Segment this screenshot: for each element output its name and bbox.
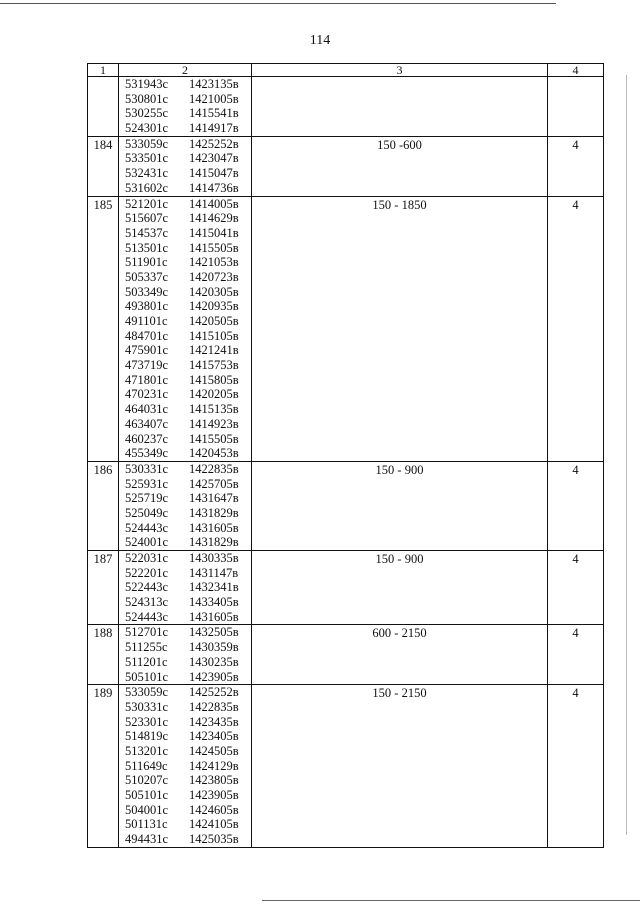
latitude: 515607с <box>125 211 169 226</box>
depth-range-cell <box>252 625 548 685</box>
latitude: 530801с <box>125 91 169 106</box>
longitude: 1425252в <box>189 685 239 700</box>
longitude: 1423905в <box>189 669 239 684</box>
coordinate-pair <box>119 402 251 417</box>
row-number-cell <box>88 77 119 137</box>
coordinate-pair <box>119 446 251 461</box>
coordinate-pair <box>119 773 251 788</box>
col4-cell <box>548 77 604 137</box>
coordinate-pair <box>119 181 251 196</box>
row-number-cell <box>88 551 119 625</box>
table-row <box>88 136 604 196</box>
longitude: 1421241в <box>189 343 239 358</box>
longitude: 1421053в <box>189 255 239 270</box>
col4-cell <box>548 551 604 625</box>
coordinate-pair <box>119 166 251 181</box>
row-number: 185 <box>93 197 113 212</box>
coordinate-pair <box>119 329 251 344</box>
row-number: 188 <box>93 626 113 641</box>
latitude: 513501с <box>125 240 169 255</box>
table-row <box>88 625 604 685</box>
coordinate-pair <box>119 77 251 92</box>
coordinate-pair <box>119 610 251 625</box>
coordinate-pair <box>119 477 251 492</box>
row-number-cell <box>88 461 119 550</box>
latitude: 532431с <box>125 166 169 181</box>
depth-range: 150 - 1850 <box>372 197 427 212</box>
page-number: 114 <box>309 33 331 48</box>
latitude: 530331с <box>125 461 169 476</box>
coordinate-pair <box>119 241 251 256</box>
coordinate-pair <box>119 655 251 670</box>
longitude: 1415541в <box>189 106 239 121</box>
coordinate-pair <box>119 255 251 270</box>
longitude: 1415805в <box>189 372 239 387</box>
latitude: 491101с <box>125 314 168 328</box>
longitude: 1432341в <box>189 580 239 595</box>
table-row <box>88 196 604 461</box>
coordinate-pair <box>119 670 251 685</box>
latitude: 470231с <box>125 387 169 402</box>
longitude: 1430235в <box>189 654 239 669</box>
coordinate-pair <box>119 151 251 166</box>
coordinates-table <box>87 63 604 848</box>
latitude: 531943с <box>125 77 169 91</box>
longitude: 1415105в <box>189 328 239 343</box>
latitude: 533059с <box>125 685 169 700</box>
latitude: 525049с <box>125 505 169 520</box>
longitude: 1424105в <box>189 817 239 832</box>
col4-cell <box>548 196 604 461</box>
table-row <box>88 685 604 848</box>
col4-value <box>548 77 603 78</box>
longitude: 1423135в <box>189 77 239 91</box>
coordinate-pair <box>119 358 251 373</box>
depth-range: 150 - 900 <box>375 462 424 477</box>
coordinate-pair <box>119 535 251 550</box>
latitude: 521201с <box>125 196 169 211</box>
latitude: 460237с <box>125 431 169 446</box>
row-number: 187 <box>93 552 113 566</box>
coordinate-pair <box>119 580 251 595</box>
coordinates-cell <box>119 551 252 625</box>
longitude: 1415135в <box>189 402 239 417</box>
latitude: 524301с <box>125 121 169 136</box>
latitude: 511255с <box>125 640 168 655</box>
latitude: 473719с <box>125 358 169 373</box>
col4-cell <box>548 136 604 196</box>
coordinate-pair <box>119 832 251 847</box>
latitude: 533059с <box>125 136 169 151</box>
col4-cell <box>548 461 604 550</box>
depth-range: 150 - 900 <box>375 552 424 566</box>
longitude: 1414629в <box>189 211 239 226</box>
longitude: 1423805в <box>189 773 239 788</box>
longitude: 1420453в <box>189 446 239 461</box>
latitude: 464031с <box>125 402 169 417</box>
row-number-cell <box>88 136 119 196</box>
coordinate-pair <box>119 803 251 818</box>
coordinate-pair <box>119 759 251 774</box>
longitude: 1420305в <box>189 284 239 299</box>
coordinate-pair <box>119 314 251 329</box>
longitude: 1415505в <box>189 240 239 255</box>
coordinate-pair <box>119 121 251 136</box>
latitude: 523301с <box>125 714 169 729</box>
latitude: 522443с <box>125 580 169 595</box>
header-row <box>88 64 604 77</box>
coordinate-pair <box>119 373 251 388</box>
depth-range-cell <box>252 77 548 137</box>
latitude: 510207с <box>125 773 169 788</box>
longitude: 1423905в <box>189 788 239 802</box>
depth-range-cell <box>252 136 548 196</box>
col4-value: 4 <box>572 552 579 566</box>
latitude: 524313с <box>125 595 169 610</box>
table-row <box>88 77 604 137</box>
coordinate-pair <box>119 432 251 447</box>
longitude: 1431605в <box>189 609 239 624</box>
longitude: 1424605в <box>189 802 239 817</box>
scan-right-edge <box>626 75 627 835</box>
table-row <box>88 461 604 550</box>
longitude: 1425252в <box>189 136 239 151</box>
latitude: 475901с <box>125 343 169 358</box>
coordinate-pair <box>119 387 251 402</box>
longitude: 1424505в <box>189 743 239 758</box>
latitude: 505101с <box>125 788 169 802</box>
longitude: 1431829в <box>189 505 239 520</box>
row-number: 189 <box>93 686 113 701</box>
latitude: 471801с <box>125 372 169 387</box>
longitude: 1423405в <box>189 729 239 744</box>
latitude: 531602с <box>125 180 169 195</box>
depth-range-cell <box>252 551 548 625</box>
latitude: 504001с <box>125 802 169 817</box>
latitude: 514537с <box>125 225 169 240</box>
latitude: 514819с <box>125 729 169 744</box>
scan-top-edge <box>0 3 556 4</box>
latitude: 511901с <box>125 255 168 270</box>
coordinate-pair <box>119 506 251 521</box>
longitude: 1431605в <box>189 520 239 535</box>
depth-range-cell <box>252 461 548 550</box>
latitude: 513201с <box>125 743 169 758</box>
longitude: 1431147в <box>189 565 239 580</box>
latitude: 530331с <box>125 699 169 714</box>
longitude: 1414736в <box>189 180 239 195</box>
coordinate-pair <box>119 744 251 759</box>
latitude: 511649с <box>125 758 168 773</box>
coordinate-pair <box>119 729 251 744</box>
latitude: 525719с <box>125 491 169 506</box>
longitude: 1420935в <box>189 299 239 314</box>
longitude: 1432505в <box>189 625 239 640</box>
coordinate-pair <box>119 270 251 285</box>
col4-cell <box>548 685 604 848</box>
longitude: 1430335в <box>189 551 239 565</box>
depth-range: 150 - 2150 <box>372 686 427 701</box>
longitude: 1420205в <box>189 387 239 402</box>
longitude: 1430359в <box>189 640 239 655</box>
coordinate-pair <box>119 462 251 477</box>
table-body <box>88 77 604 848</box>
coordinate-pair <box>119 197 251 212</box>
col4-value: 4 <box>572 137 579 152</box>
col4-value: 4 <box>572 197 579 212</box>
coordinate-pair <box>119 817 251 832</box>
depth-range: 600 - 2150 <box>372 626 427 641</box>
longitude: 1414005в <box>189 196 239 211</box>
row-number <box>88 77 118 78</box>
latitude: 530255с <box>125 106 169 121</box>
coordinates-cell <box>119 196 252 461</box>
table-row <box>88 551 604 625</box>
longitude: 1421005в <box>189 91 239 106</box>
coordinate-pair <box>119 417 251 432</box>
longitude: 1415047в <box>189 166 239 181</box>
header-col-4: 4 <box>548 64 604 77</box>
coordinate-pair <box>119 595 251 610</box>
coordinates-cell <box>119 461 252 550</box>
coordinates-cell <box>119 136 252 196</box>
coordinate-pair <box>119 491 251 506</box>
longitude: 1414923в <box>189 416 239 431</box>
coordinate-pair <box>119 92 251 107</box>
coordinates-cell <box>119 625 252 685</box>
longitude: 1431829в <box>189 535 239 550</box>
longitude: 1415753в <box>189 358 239 373</box>
longitude: 1433405в <box>189 595 239 610</box>
coordinate-pair <box>119 106 251 121</box>
col4-value: 4 <box>572 462 579 477</box>
latitude: 505337с <box>125 269 169 284</box>
coordinates-cell <box>119 685 252 848</box>
coordinate-pair <box>119 521 251 536</box>
header-col-1: 1 <box>88 64 119 77</box>
coordinate-pair <box>119 137 251 152</box>
longitude: 1420505в <box>189 314 239 328</box>
latitude: 505101с <box>125 669 169 684</box>
col4-cell <box>548 625 604 685</box>
row-number: 186 <box>93 462 113 477</box>
header-col-3: 3 <box>252 64 548 77</box>
coordinates-cell <box>119 77 252 137</box>
latitude: 501131с <box>125 817 168 832</box>
col4-value: 4 <box>572 626 579 641</box>
longitude: 1431647в <box>189 491 239 506</box>
row-number-cell <box>88 685 119 848</box>
latitude: 493801с <box>125 299 169 314</box>
latitude: 503349с <box>125 284 169 299</box>
row-number-cell <box>88 625 119 685</box>
longitude: 1415041в <box>189 225 239 240</box>
row-number-cell <box>88 196 119 461</box>
coordinate-pair <box>119 625 251 640</box>
coordinate-pair <box>119 299 251 314</box>
longitude: 1423435в <box>189 714 239 729</box>
latitude: 524443с <box>125 520 169 535</box>
latitude: 484701с <box>125 328 169 343</box>
row-number: 184 <box>93 137 113 152</box>
coordinate-pair <box>119 285 251 300</box>
latitude: 522201с <box>125 565 169 580</box>
coordinate-pair <box>119 566 251 581</box>
longitude: 1420723в <box>189 269 239 284</box>
depth-range <box>252 77 547 78</box>
depth-range-cell <box>252 196 548 461</box>
longitude: 1424129в <box>189 758 239 773</box>
longitude: 1423047в <box>189 151 239 166</box>
col4-value: 4 <box>572 686 579 701</box>
scan-bottom-edge <box>262 900 640 901</box>
coordinate-pair <box>119 226 251 241</box>
depth-range: 150 -600 <box>377 137 422 152</box>
coordinate-pair <box>119 211 251 226</box>
latitude: 494431с <box>125 832 169 847</box>
longitude: 1425705в <box>189 476 239 491</box>
latitude: 463407с <box>125 416 169 431</box>
latitude: 455349с <box>125 446 169 461</box>
longitude: 1425035в <box>189 832 239 847</box>
latitude: 524001с <box>125 535 169 550</box>
header-col-2: 2 <box>119 64 252 77</box>
latitude: 525931с <box>125 476 169 491</box>
coordinate-pair <box>119 715 251 730</box>
coordinate-pair <box>119 700 251 715</box>
coordinate-pair <box>119 551 251 566</box>
coordinate-pair <box>119 640 251 655</box>
coordinate-pair <box>119 685 251 700</box>
latitude: 533501с <box>125 151 169 166</box>
latitude: 524443с <box>125 609 169 624</box>
longitude: 1414917в <box>189 121 239 136</box>
coordinate-pair <box>119 788 251 803</box>
longitude: 1422835в <box>189 699 239 714</box>
longitude: 1422835в <box>189 461 239 476</box>
depth-range-cell <box>252 685 548 848</box>
latitude: 512701с <box>125 625 169 640</box>
latitude: 511201с <box>125 654 168 669</box>
latitude: 522031с <box>125 551 169 565</box>
longitude: 1415505в <box>189 431 239 446</box>
coordinate-pair <box>119 343 251 358</box>
